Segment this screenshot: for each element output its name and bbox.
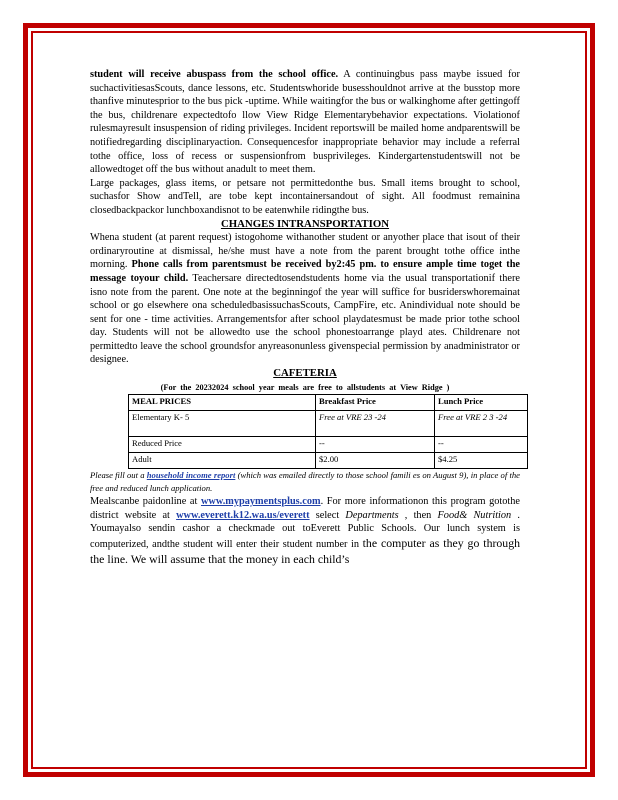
header-meal-prices: MEAL PRICES [129,395,316,411]
changes-text-end: Teachersare directedtosendstudents home via the usual transportationif there isno note from the parent. One note at the beginningof the year will suffice for busriderswhoremainat school or go elsewhere ona scheduledbasissuchasScouts, CampFire, etc. Anindividual note should be sent for one - time activities. Arrangementsfor after school playdatesmust be made prior tothe school day. Students will not be allowedto use the school phonestoarrange playd ates. Childrenare not permittedto leave the school groundsfor anyreasonunless givenspecial permission by anadministrator or designee. [90,272,520,366]
note-text-start: Please fill out a [90,470,147,481]
document-body [90,68,520,567]
payment-text-1: Mealscanbe paidonline at [90,496,201,508]
lunch-price: Free at VRE 2 3 -24 [435,411,528,437]
payment-text-2: . For more informationon this program gotothe district website at [90,496,520,521]
meal-prices-table [128,394,528,469]
table-row [129,437,528,453]
district-website-link[interactable]: www.everett.k12.wa.us/everett [176,509,310,521]
household-income-report-link[interactable]: household income report [146,470,236,481]
bus-pass-lead: student will receive abuspass from the school office. [90,69,339,80]
food-nutrition-text: Food& Nutrition [437,509,512,521]
lunch-price: -- [435,437,528,453]
payment-text-5: . Youmayalso sendin cashor a checkmade out toEverett Public Schools. Our lunch system is computerized, andthe student will enter their student number in [90,509,520,551]
breakfast-price: -- [316,437,435,453]
mypaymentsplus-link[interactable]: www.mypaymentsplus.com [200,496,321,508]
row-label: Elementary K- 5 [129,411,316,437]
payment-text-3: select [309,509,346,521]
breakfast-price: Free at VRE 23 -24 [316,411,435,437]
changes-heading: CHANGES INTRANSPORTATION [220,217,390,230]
income-report-note [90,469,520,495]
departments-text: Departments [345,509,399,521]
row-label: Adult [129,453,316,469]
phone-calls-notice: Phone calls from parentsmust be received by2:45 pm. to ensure ample time toget the message toyour child. [90,259,520,284]
changes-paragraph [90,231,520,367]
bus-items-paragraph: Large packages, glass items, or petsare not permittedonthe bus. Small items brought to school, suchasfor Show andTell, are tobe kept incontainersandout of sight. All foodmust remainina closedbackpackor lunchboxandisnot to be eatenwhile ridingthe bus. [90,177,520,216]
changes-text-start: Whena student (at parent request) istogohome withanother student or anyother place that isout of their ordinaryroutine at dismissal, he/she must have a note from the parent brought tothe office inthe morning. [90,232,520,271]
header-breakfast-price: Breakfast Price [316,395,435,411]
payment-paragraph [90,495,520,567]
bus-rules-paragraph [90,68,520,177]
cafeteria-heading: CAFETERIA [273,367,337,380]
table-header-row [129,395,528,411]
note-text-end: (which was emailed directly to those school famili es on August 9), in place of the free and reduced lunch application. [90,470,520,494]
cafeteria-subheading: (For the 20232024 school year meals are free to allstudents at View Ridge ) [160,382,450,392]
header-lunch-price: Lunch Price [435,395,528,411]
table-row [129,411,528,437]
payment-text-4: , then [398,509,438,521]
row-label: Reduced Price [129,437,316,453]
table-row [129,453,528,469]
breakfast-price: $2.00 [316,453,435,469]
bus-rules-text: A continuingbus pass maybe issued for suchactivitiesasScouts, dance lessons, etc. Studentswhoride busesshouldnot arrive at the busstop more thanfive minutesprior to the bus pick -uptime. While waitingfor the bus or walkinghome after gettingoff the bus, childrenare expectedtofo llow View Ridge Elementarybehavior expectations. Violationof rulesmayresult insuspension of riding privileges. Incident reportswill be mailed home andparentswill be notifiedregarding disciplinaryaction. Consequencesfor inappropriate behavior may include a referral tothe office, loss of recess or suspensionfrom busprivileges. Kindergartenstudentswill not be allowedtoget off the bus without anadult to meet them. [90,69,520,176]
payment-last-line: the computer as they go through the line. We will assume that the money in each child’s [90,536,520,566]
lunch-price: $4.25 [435,453,528,469]
